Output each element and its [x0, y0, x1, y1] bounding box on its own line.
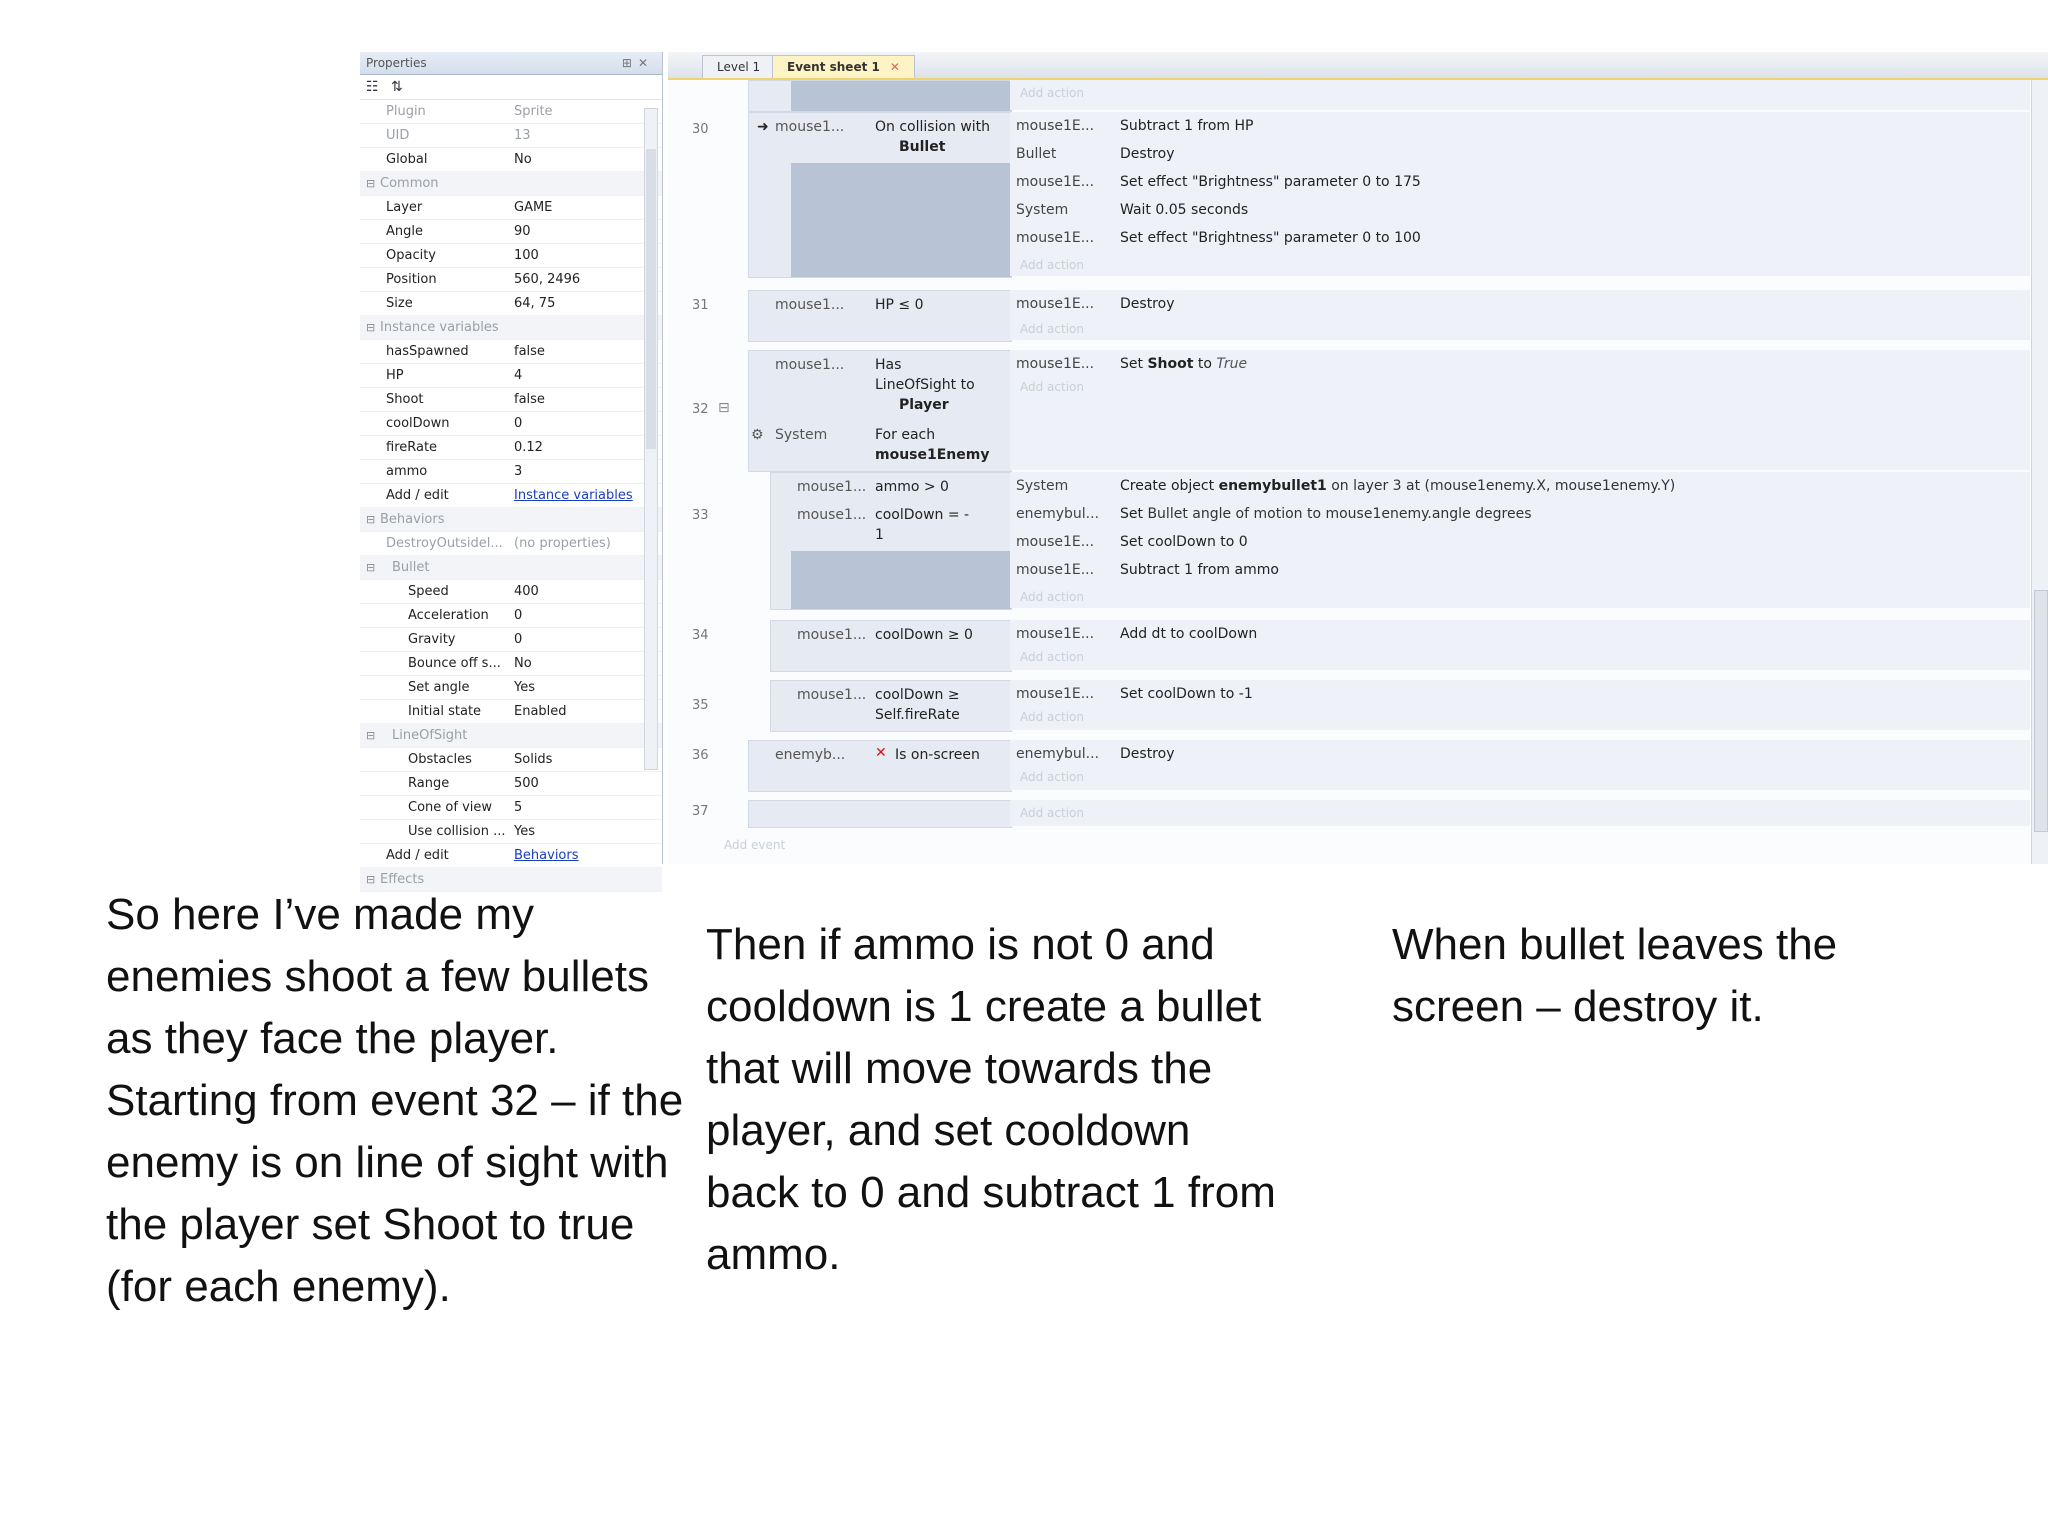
note-left: So here I’ve made my enemies shoot a few bullets as they face the player. Starting from event 32 – if the enemy is on line of sight with the player set Shoot to true (for each enemy).: [106, 890, 684, 1311]
property-row[interactable]: [360, 604, 662, 628]
event-35-actions[interactable]: [1010, 680, 2030, 730]
action-row[interactable]: Bullet Destroy: [1016, 146, 1175, 162]
condition-text: Has: [875, 357, 902, 373]
action-row[interactable]: mouse1E... Subtract 1 from HP: [1016, 118, 1254, 134]
condition-object: mouse1...: [775, 297, 845, 313]
condition-object: enemyb...: [775, 747, 846, 763]
event-list: [668, 80, 2048, 864]
condition-object: mouse1...: [797, 627, 867, 643]
condition-object: mouse1...: [797, 687, 867, 703]
collapse-icon[interactable]: ⊟: [366, 513, 376, 526]
add-event-link[interactable]: Add event: [724, 838, 786, 852]
condition-text: 1: [875, 527, 884, 543]
event-37-actions[interactable]: [1010, 800, 2030, 826]
condition-text: HP ≤ 0: [875, 297, 924, 313]
event-34-actions[interactable]: [1010, 620, 2030, 670]
inverted-condition-icon: ✕: [875, 745, 887, 761]
property-name: Size: [386, 296, 413, 311]
event-number: 32: [692, 402, 709, 417]
prev-event-conditions[interactable]: [748, 80, 1012, 112]
properties-scrollbar[interactable]: [644, 108, 658, 770]
property-value: [514, 844, 634, 867]
add-action-link[interactable]: Add action: [1020, 650, 1084, 664]
tab-label: Level 1: [717, 60, 761, 74]
property-value[interactable]: 0: [514, 608, 523, 623]
sort-alpha-icon[interactable]: ⇅: [391, 79, 403, 95]
panel-pin-close-icons[interactable]: ⊞✕: [621, 56, 654, 70]
condition-text: Self.fireRate: [875, 707, 960, 723]
event-34-conditions[interactable]: [770, 620, 1012, 672]
property-row[interactable]: [360, 580, 662, 604]
property-name: Common: [380, 176, 439, 191]
property-value[interactable]: 0: [514, 416, 523, 431]
property-name: Set angle: [408, 680, 470, 695]
property-row[interactable]: [360, 820, 662, 844]
collapse-icon[interactable]: ⊟: [366, 729, 376, 742]
collapse-icon[interactable]: ⊟: [366, 561, 376, 574]
condition-object: System: [775, 427, 828, 443]
event-number: 31: [692, 298, 709, 313]
property-value[interactable]: 90: [514, 224, 531, 239]
condition-text: coolDown ≥: [875, 687, 960, 703]
property-value[interactable]: 560, 2496: [514, 272, 581, 287]
event-number: 34: [692, 628, 709, 643]
condition-text: Is on-screen: [895, 747, 980, 763]
action-row[interactable]: mouse1E... Subtract 1 from ammo: [1016, 562, 1279, 578]
property-value[interactable]: 5: [514, 800, 523, 815]
property-row[interactable]: [360, 388, 662, 412]
condition-object: mouse1...: [797, 479, 867, 495]
event-32-actions[interactable]: [1010, 350, 2030, 470]
property-row[interactable]: [360, 292, 662, 316]
collapse-icon[interactable]: ⊟: [366, 321, 376, 334]
categorized-icon[interactable]: ☷: [366, 79, 379, 95]
property-name: Shoot: [386, 392, 424, 407]
collapse-icon[interactable]: ⊟: [366, 873, 376, 886]
property-value[interactable]: 500: [514, 776, 539, 791]
collapse-toggle-icon[interactable]: ⊟: [718, 400, 730, 416]
add-action-link[interactable]: Add action: [1020, 322, 1084, 336]
property-value[interactable]: false: [514, 344, 545, 359]
property-name: Bounce off s...: [408, 656, 501, 671]
event-sheet-scrollbar[interactable]: [2031, 80, 2048, 864]
properties-title-bar: [360, 52, 662, 75]
property-value[interactable]: Sprite: [514, 104, 553, 119]
property-row[interactable]: [360, 844, 662, 868]
property-category[interactable]: [360, 172, 662, 196]
property-name: Add / edit: [386, 488, 449, 503]
property-value[interactable]: 4: [514, 368, 523, 383]
action-row[interactable]: mouse1E... Set coolDown to -1: [1016, 686, 1253, 702]
property-row[interactable]: [360, 652, 662, 676]
property-link[interactable]: Instance variables: [514, 488, 633, 503]
property-row[interactable]: [360, 748, 662, 772]
property-value[interactable]: 64, 75: [514, 296, 556, 311]
scroll-thumb[interactable]: [2034, 590, 2048, 832]
property-value[interactable]: Enabled: [514, 704, 567, 719]
condition-text: On collision with: [875, 119, 991, 135]
property-row[interactable]: [360, 412, 662, 436]
condition-param: Bullet: [899, 139, 946, 155]
event-36-conditions[interactable]: [748, 740, 1012, 792]
action-row[interactable]: enemybul... Destroy: [1016, 746, 1175, 762]
event-number: 37: [692, 804, 709, 819]
property-value[interactable]: false: [514, 392, 545, 407]
property-value[interactable]: 100: [514, 248, 539, 263]
event-35-conditions[interactable]: [770, 680, 1012, 732]
action-row[interactable]: mouse1E... Set effect "Brightness" parameter 0 to 100: [1016, 230, 1421, 246]
property-name: Behaviors: [380, 512, 445, 527]
property-row[interactable]: [360, 460, 662, 484]
action-row[interactable]: mouse1E... Set coolDown to 0: [1016, 534, 1248, 550]
action-row[interactable]: mouse1E... Set effect "Brightness" parameter 0 to 175: [1016, 174, 1421, 190]
property-grid: [360, 100, 662, 892]
action-row[interactable]: System Wait 0.05 seconds: [1016, 202, 1249, 218]
property-value[interactable]: No: [514, 152, 532, 167]
property-value[interactable]: 400: [514, 584, 539, 599]
property-row[interactable]: [360, 268, 662, 292]
prev-event-actions[interactable]: [1010, 80, 2030, 110]
properties-panel: [360, 52, 663, 887]
property-name: Angle: [386, 224, 423, 239]
add-action-link[interactable]: Add action: [1020, 590, 1084, 604]
property-row[interactable]: [360, 220, 662, 244]
condition-object: mouse1...: [797, 507, 867, 523]
system-gear-icon: ⚙: [751, 427, 764, 443]
event-36-actions[interactable]: [1010, 740, 2030, 790]
add-action-link[interactable]: Add action: [1020, 380, 1084, 394]
property-name: Cone of view: [408, 800, 492, 815]
event-33-actions[interactable]: [1010, 472, 2030, 608]
close-tab-icon[interactable]: ✕: [889, 60, 900, 74]
tab-level-1[interactable]: [702, 55, 775, 78]
note-middle: Then if ammo is not 0 and cooldown is 1 create a bullet that will move towards the player, and set cooldown back to 0 and subtract 1 from ammo.: [706, 920, 1276, 1279]
property-name: coolDown: [386, 416, 450, 431]
action-row[interactable]: mouse1E... Add dt to coolDown: [1016, 626, 1258, 642]
collapse-icon[interactable]: ⊟: [366, 177, 376, 190]
add-action-link[interactable]: Add action: [1020, 806, 1084, 820]
property-row[interactable]: [360, 124, 662, 148]
property-name: Acceleration: [408, 608, 489, 623]
tab-bar: [668, 52, 2048, 80]
property-category[interactable]: [360, 724, 662, 748]
property-row[interactable]: [360, 244, 662, 268]
property-name: Initial state: [408, 704, 482, 719]
property-name: Speed: [408, 584, 449, 599]
condition-text: LineOfSight to: [875, 377, 975, 393]
property-row[interactable]: [360, 196, 662, 220]
property-row[interactable]: [360, 796, 662, 820]
action-row[interactable]: enemybul... Set Bullet angle of motion to mouse1enemy.angle degrees: [1016, 506, 1532, 522]
property-name: LineOfSight: [392, 728, 468, 743]
property-link[interactable]: Behaviors: [514, 848, 579, 863]
property-row[interactable]: [360, 700, 662, 724]
add-action-link[interactable]: Add action: [1020, 770, 1084, 784]
action-row[interactable]: mouse1E... Set Shoot to True: [1016, 356, 1248, 372]
condition-text: ammo > 0: [875, 479, 949, 495]
trigger-arrow-icon: ➜: [757, 119, 769, 135]
property-value[interactable]: 3: [514, 464, 523, 479]
property-name: Bullet: [392, 560, 430, 575]
condition-text: coolDown ≥ 0: [875, 627, 973, 643]
event-sheet: [668, 52, 2048, 864]
property-value[interactable]: No: [514, 656, 532, 671]
property-name: ammo: [386, 464, 428, 479]
property-name: Use collision ...: [408, 824, 506, 839]
property-value[interactable]: 0: [514, 632, 523, 647]
property-category[interactable]: [360, 508, 662, 532]
event-number: 30: [692, 122, 709, 137]
property-value[interactable]: GAME: [514, 200, 553, 215]
property-name: fireRate: [386, 440, 438, 455]
property-value[interactable]: 13: [514, 128, 531, 143]
action-row[interactable]: System Create object enemybullet1 on layer 3 at (mouse1enemy.X, mouse1enemy.Y): [1016, 478, 1676, 494]
note-right: When bullet leaves the screen – destroy it.: [1392, 920, 1838, 1031]
event-30-actions[interactable]: [1010, 112, 2030, 276]
condition-text: coolDown = -: [875, 507, 970, 523]
event-number: 35: [692, 698, 709, 713]
event-33-conditions[interactable]: [770, 472, 1012, 610]
property-value[interactable]: Yes: [514, 680, 535, 695]
tab-event-sheet-1[interactable]: [772, 55, 915, 78]
add-action-link[interactable]: Add action: [1020, 86, 1084, 100]
event-32-conditions[interactable]: [748, 350, 1012, 472]
property-category[interactable]: [360, 556, 662, 580]
action-row[interactable]: mouse1E... Destroy: [1016, 296, 1175, 312]
property-value[interactable]: Yes: [514, 824, 535, 839]
screenshot-area: [360, 52, 2048, 887]
property-value[interactable]: (no properties): [514, 536, 611, 551]
property-name: Global: [386, 152, 428, 167]
event-number: 33: [692, 508, 709, 523]
condition-object: mouse1...: [775, 357, 845, 373]
property-row[interactable]: [360, 148, 662, 172]
property-row[interactable]: [360, 532, 662, 556]
property-name: Obstacles: [408, 752, 472, 767]
property-row[interactable]: [360, 772, 662, 796]
property-name: Add / edit: [386, 848, 449, 863]
property-name: DestroyOutsidel...: [386, 536, 503, 551]
property-name: UID: [386, 128, 410, 143]
scroll-thumb[interactable]: [646, 149, 656, 449]
property-name: Range: [408, 776, 450, 791]
property-value[interactable]: 0.12: [514, 440, 543, 455]
event-number: 36: [692, 748, 709, 763]
property-name: hasSpawned: [386, 344, 469, 359]
add-action-link[interactable]: Add action: [1020, 258, 1084, 272]
event-37-conditions[interactable]: [748, 800, 1012, 828]
condition-object: mouse1...: [775, 119, 845, 135]
property-row[interactable]: [360, 340, 662, 364]
event-30-conditions[interactable]: [748, 112, 1012, 278]
property-row[interactable]: [360, 100, 662, 124]
tab-label: Event sheet 1: [787, 60, 880, 74]
property-name: Plugin: [386, 104, 426, 119]
property-row[interactable]: [360, 364, 662, 388]
condition-param: Player: [899, 397, 949, 413]
property-name: Position: [386, 272, 437, 287]
event-31-actions[interactable]: [1010, 290, 2030, 340]
property-name: Instance variables: [380, 320, 499, 335]
property-value[interactable]: Solids: [514, 752, 553, 767]
add-action-link[interactable]: Add action: [1020, 710, 1084, 724]
event-31-conditions[interactable]: [748, 290, 1012, 342]
property-name: Opacity: [386, 248, 437, 263]
properties-toolbar: [360, 75, 662, 100]
condition-text: For each: [875, 427, 936, 443]
property-row[interactable]: [360, 484, 662, 508]
property-name: Gravity: [408, 632, 456, 647]
properties-title: Properties: [366, 56, 427, 70]
property-name: Effects: [380, 872, 425, 887]
condition-param: mouse1Enemy: [875, 447, 990, 463]
property-row[interactable]: [360, 436, 662, 460]
property-value: [514, 484, 634, 507]
property-category[interactable]: [360, 316, 662, 340]
property-name: Layer: [386, 200, 423, 215]
property-row[interactable]: [360, 628, 662, 652]
property-name: HP: [386, 368, 404, 383]
property-row[interactable]: [360, 676, 662, 700]
